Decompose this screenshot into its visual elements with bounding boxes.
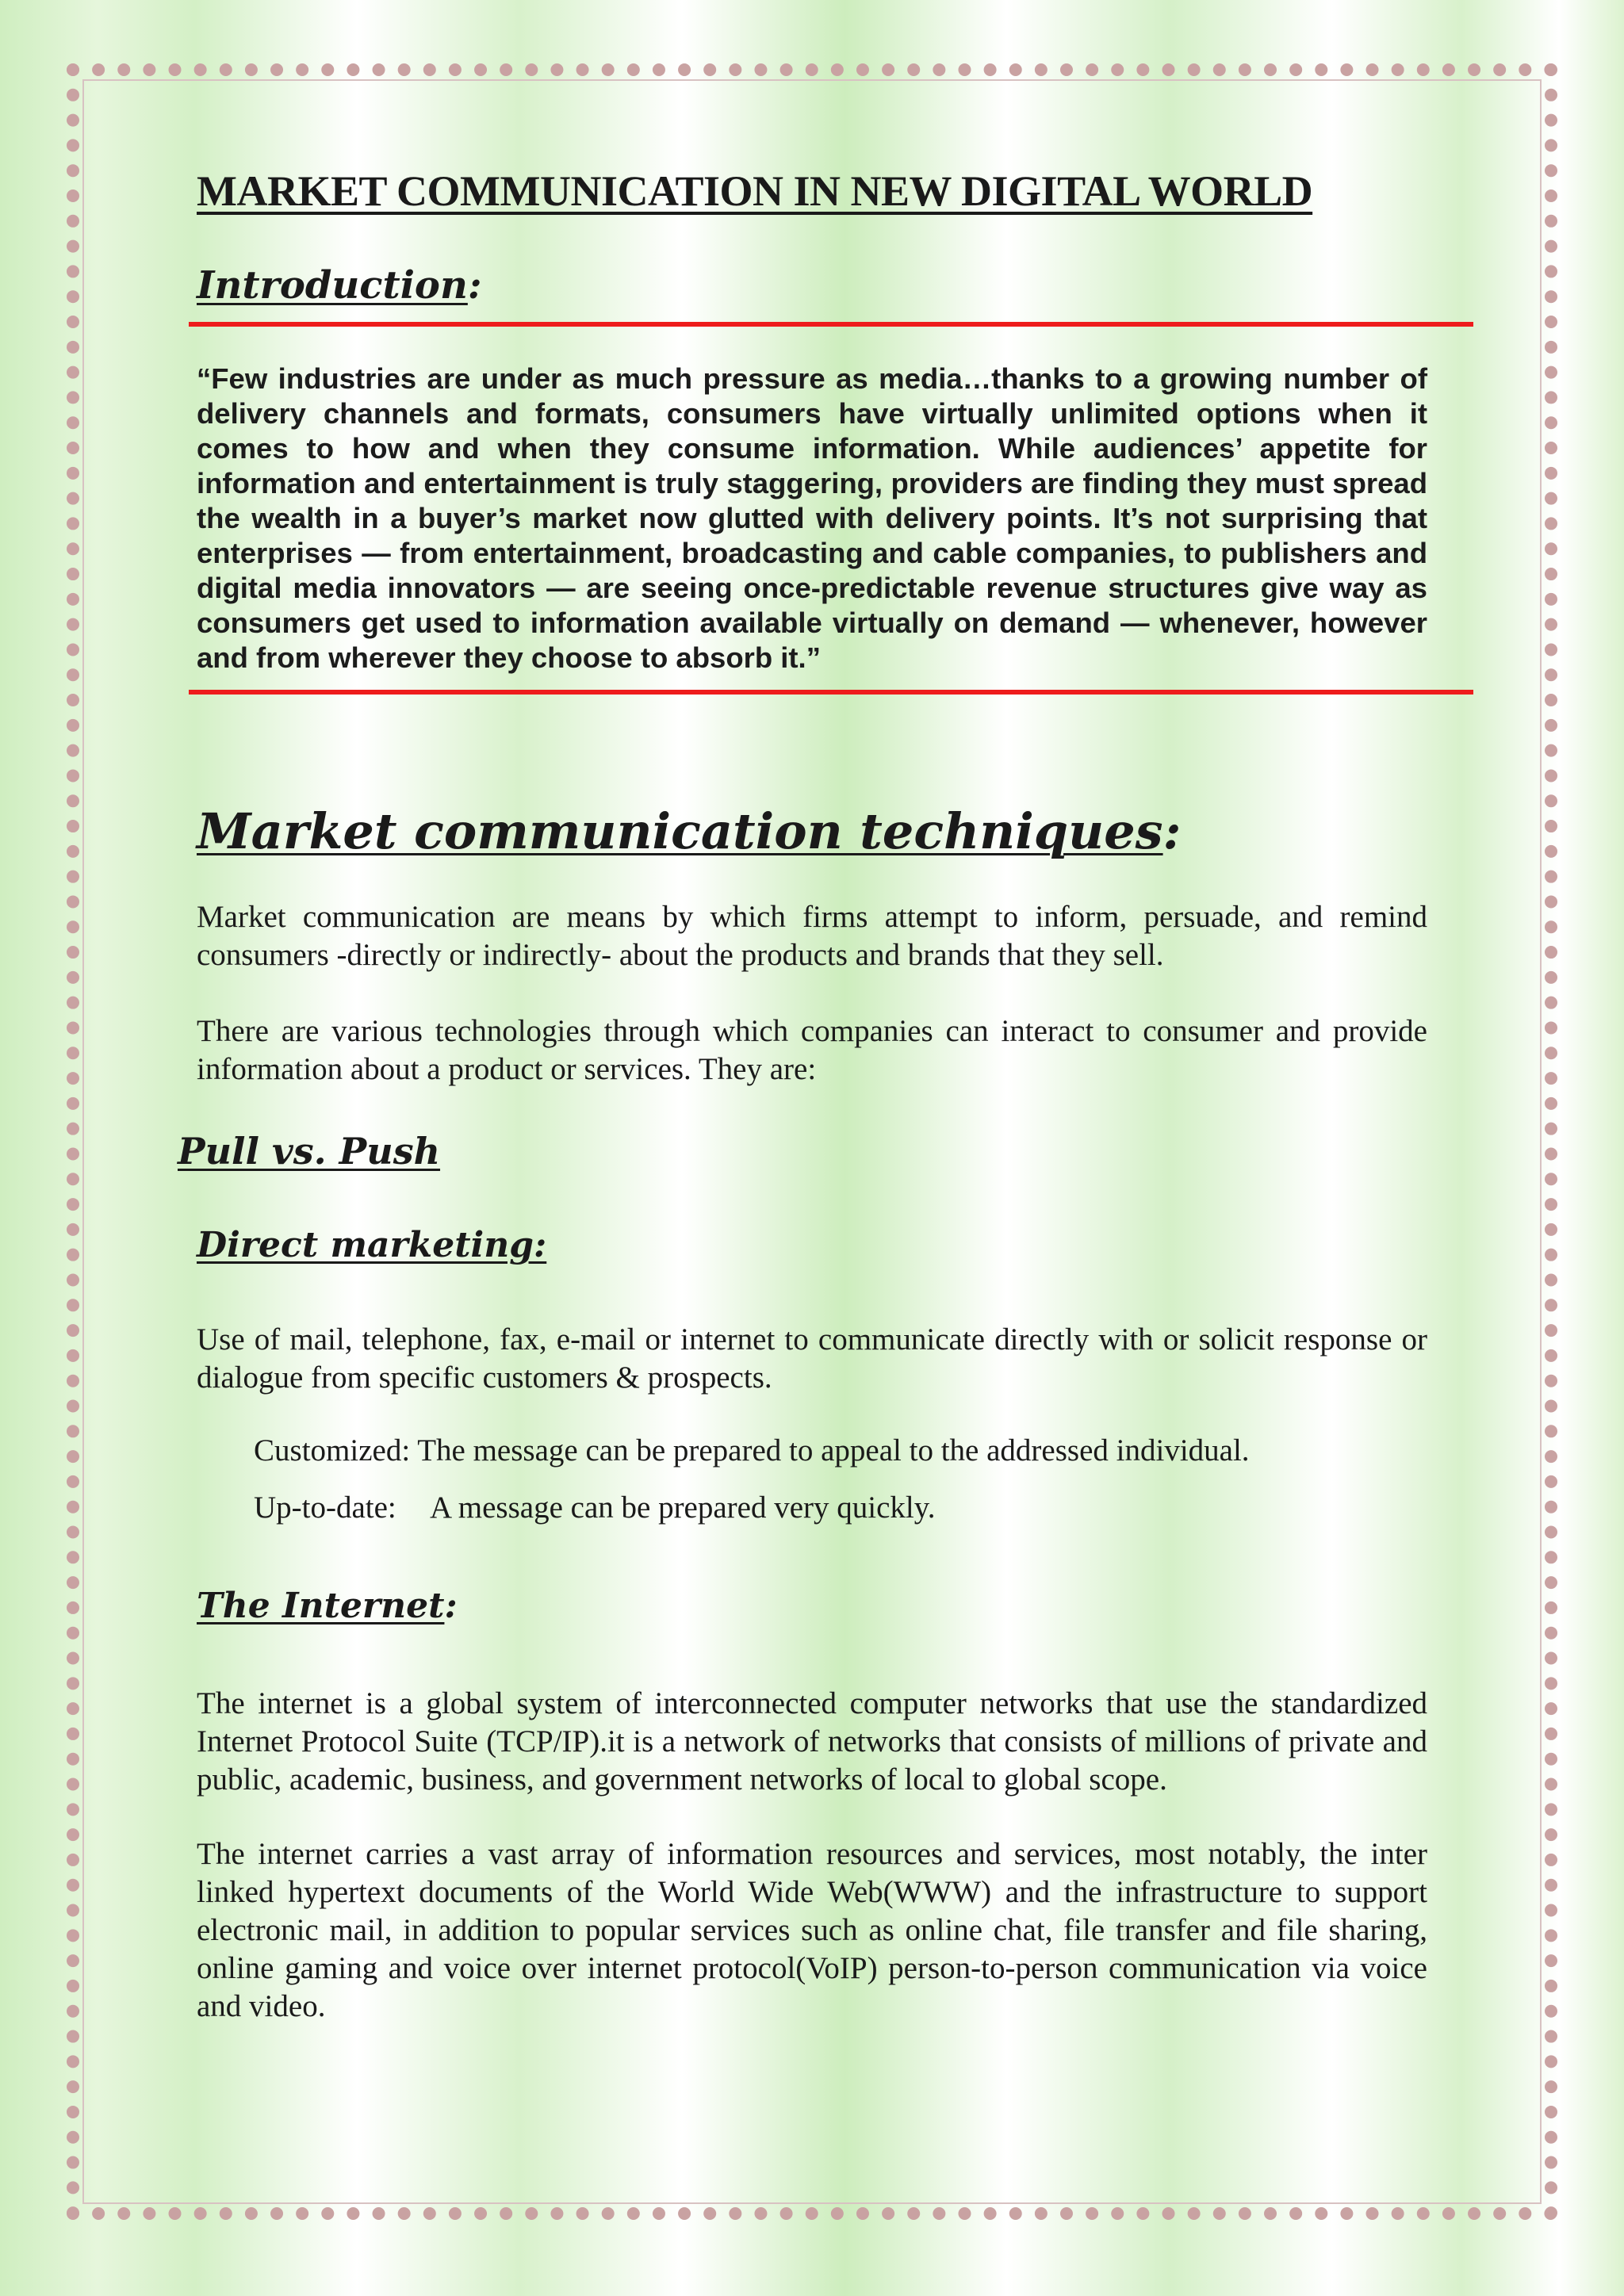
item-text: The message can be prepared to appeal to the addressed individual. [410,1433,1250,1468]
direct-marketing-heading: Direct marketing: [197,1225,547,1265]
internet-paragraph-2: The internet carries a vast array of information resources and services, most notably, the inter linked hypertext documents of the World Wide Web(WWW) and the infrastructure to support electronic mail, in addition to popular services such as online chat, file transfer and file sharing, online gaming and voice over internet protocol(VoIP) person-to-person communication via voice and video. [197,1837,1427,2023]
introduction-quote: “Few industries are under as much pressure as media…thanks to a growing number of delivery channels and formats, consumers have virtually unlimited options when it comes to how and when they consume information. While audiences’ appetite for information and entertainment is truly staggering, providers are finding they must spread the wealth in a buyer’s market now glutted with delivery points. It’s not surprising that enterprises — from entertainment, broadcasting and cable companies, to publishers and digital media innovators — are seeing once-predictable revenue structures give way as consumers get used to information available virtually on demand — whenever, however and from wherever they choose to absorb it.” [197,362,1427,674]
internet-colon: : [444,1586,458,1626]
introduction-heading-text: Introduction [197,263,468,308]
direct-marketing-item [197,1432,1427,1470]
techniques-paragraph-2: There are various technologies through which companies can interact to consumer and provide information about a product or services. They are: [197,1014,1427,1086]
item-label: Customized: [254,1433,411,1468]
item-text: A message can be prepared very quickly. [430,1490,936,1525]
internet-paragraph-1: The internet is a global system of interconnected computer networks that use the standardized Internet Protocol Suite (TCP/IP).it is a network of networks that consists of millions of private and public, academic, business, and government networks of local to global scope. [197,1686,1427,1797]
item-label: Up-to-date: [254,1490,396,1525]
document-page [178,166,1427,2026]
pull-vs-push-heading: Pull vs. Push [178,1130,441,1173]
introduction-colon: : [467,263,482,308]
techniques-heading [197,802,1427,860]
introduction-heading [197,263,1427,308]
direct-marketing-paragraph: Use of mail, telephone, fax, e-mail or internet to communicate directly with or solicit response or dialogue from specific customers & prospects. [197,1322,1427,1395]
quote-box [189,322,1473,695]
direct-marketing-item [197,1489,1427,1527]
techniques-paragraph-1: Market communication are means by which firms attempt to inform, persuade, and remind consumers -directly or indirectly- about the products and brands that they sell. [197,900,1427,972]
techniques-colon: : [1162,802,1182,860]
document-title: MARKET COMMUNICATION IN NEW DIGITAL WORLD [197,167,1313,215]
internet-heading-text: The Internet [197,1586,445,1626]
internet-heading [197,1586,1427,1626]
techniques-heading-text: Market communication techniques [197,802,1163,860]
